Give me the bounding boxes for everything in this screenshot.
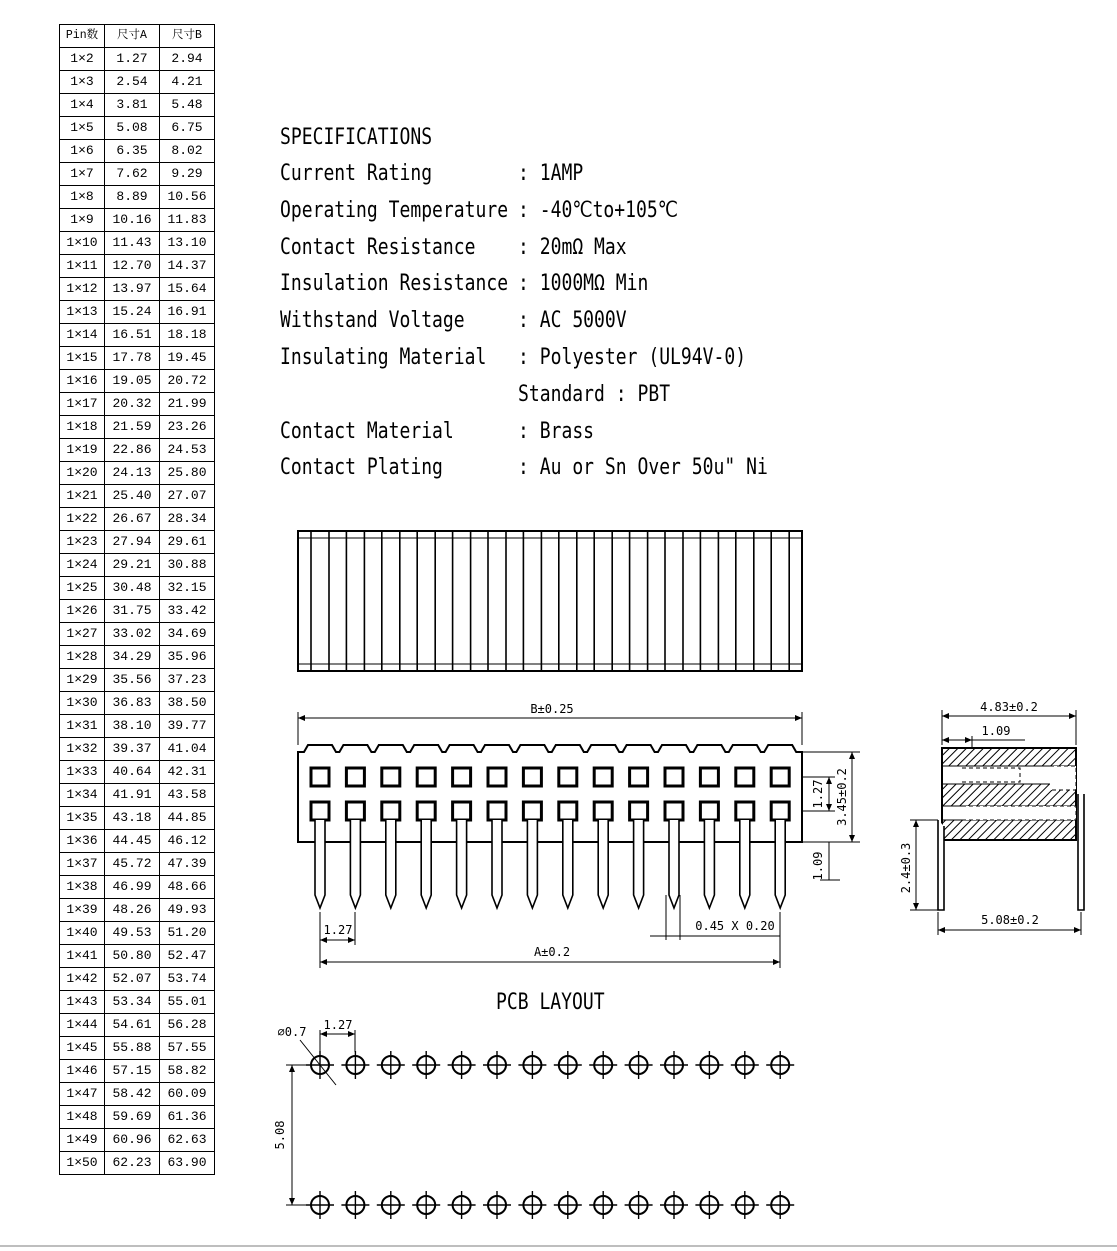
dim-b-cell: 27.07: [160, 485, 215, 508]
dimension-arrow: [289, 1065, 295, 1072]
pin-count-cell: 1×25: [60, 577, 105, 600]
dim-b-cell: 9.29: [160, 163, 215, 186]
dim-b-cell: 30.88: [160, 554, 215, 577]
dim-a-cell: 50.80: [105, 945, 160, 968]
spec-label: Insulation Resistance: [280, 271, 509, 297]
front-view-body: [298, 745, 802, 842]
dim-b-cell: 35.96: [160, 646, 215, 669]
dim-a-cell: 57.15: [105, 1060, 160, 1083]
dim-a-cell: 25.40: [105, 485, 160, 508]
dim-b-cell: 24.53: [160, 439, 215, 462]
pin-count-cell: 1×16: [60, 370, 105, 393]
dimension-arrow: [849, 752, 855, 759]
side-contact-cavity: [962, 768, 1020, 782]
dim-a-cell: 19.05: [105, 370, 160, 393]
dim-a-cell: 44.45: [105, 830, 160, 853]
connector-pin: [457, 820, 467, 908]
dimension-arrow: [913, 820, 919, 827]
dim-b-cell: 60.09: [160, 1083, 215, 1106]
connector-top-view: [298, 531, 802, 671]
dim-pin-size-label: 0.45 X 0.20: [695, 919, 775, 933]
pin-count-cell: 1×44: [60, 1014, 105, 1037]
dim-a-cell: 43.18: [105, 807, 160, 830]
dimension-arrow: [320, 937, 327, 943]
dim-b-cell: 47.39: [160, 853, 215, 876]
pin-count-cell: 1×18: [60, 416, 105, 439]
dim-a-cell: 58.42: [105, 1083, 160, 1106]
spec-label: Insulating Material: [280, 344, 487, 370]
dimension-arrow: [913, 903, 919, 910]
connector-pin: [634, 820, 644, 908]
connector-pin: [492, 820, 502, 908]
dimension-arrow: [965, 737, 972, 743]
dim-a-cell: 11.43: [105, 232, 160, 255]
dim-a-cell: 40.64: [105, 761, 160, 784]
pcb-pitch-label: 1.27: [323, 1018, 353, 1032]
pin-count-cell: 1×30: [60, 692, 105, 715]
dim-a-cell: 60.96: [105, 1129, 160, 1152]
dim-a-cell: 12.70: [105, 255, 160, 278]
dim-b-cell: 10.56: [160, 186, 215, 209]
pin-count-cell: 1×19: [60, 439, 105, 462]
dim-b-cell: 61.36: [160, 1106, 215, 1129]
dim-b-cell: 46.12: [160, 830, 215, 853]
dim-a-cell: 59.69: [105, 1106, 160, 1129]
dimension-arrow: [826, 777, 832, 784]
connector-pin: [350, 820, 360, 908]
dim-a-cell: 13.97: [105, 278, 160, 301]
spec-value-text: 20mΩ Max: [539, 234, 627, 260]
pcb-layout-title: PCB LAYOUT: [496, 990, 605, 1015]
dim-b-cell: 23.26: [160, 416, 215, 439]
connector-side-view: [899, 700, 1084, 935]
side-pin-right: [1078, 794, 1084, 910]
pin-count-cell: 1×22: [60, 508, 105, 531]
pin-count-cell: 1×42: [60, 968, 105, 991]
leader-line: [300, 1040, 336, 1085]
dim-b-cell: 62.63: [160, 1129, 215, 1152]
dim-b-cell: 32.15: [160, 577, 215, 600]
dim-a-cell: 55.88: [105, 1037, 160, 1060]
pin-count-cell: 1×15: [60, 347, 105, 370]
pin-count-cell: 1×36: [60, 830, 105, 853]
dimension-arrow: [1074, 927, 1081, 933]
spec-label: Contact Material: [280, 418, 454, 444]
dim-b-cell: 19.45: [160, 347, 215, 370]
dim-a-cell: 33.02: [105, 623, 160, 646]
dim-a-cell: 54.61: [105, 1014, 160, 1037]
spec-label: Contact Resistance: [280, 234, 476, 260]
side-base-label: 5.08±0.2: [981, 913, 1039, 927]
dim-b-cell: 6.75: [160, 117, 215, 140]
connector-front-view: [298, 702, 860, 968]
dim-a-cell: 34.29: [105, 646, 160, 669]
dim-a-cell: 22.86: [105, 439, 160, 462]
side-hatch-bottom: [942, 820, 1076, 840]
spec-label: Operating Temperature: [280, 197, 509, 223]
connector-pin: [669, 820, 679, 908]
spec-value-text: 1AMP: [539, 161, 584, 186]
dim-b-cell: 43.58: [160, 784, 215, 807]
dim-a-cell: 45.72: [105, 853, 160, 876]
dim-a-cell: 3.81: [105, 94, 160, 117]
connector-pin: [598, 820, 608, 908]
dim-tail-label: 1.09: [811, 851, 825, 881]
dim-b-cell: 28.34: [160, 508, 215, 531]
dimension-arrow: [942, 713, 949, 719]
pcb-layout-view: [273, 1018, 794, 1219]
pin-count-cell: 1×46: [60, 1060, 105, 1083]
pin-count-cell: 1×33: [60, 761, 105, 784]
connector-pin: [775, 820, 785, 908]
dim-b-cell: 41.04: [160, 738, 215, 761]
spec-label: Current Rating: [280, 161, 433, 186]
pin-count-cell: 1×4: [60, 94, 105, 117]
pin-count-cell: 1×20: [60, 462, 105, 485]
spec-value-text: 1000MΩ Min: [539, 271, 649, 297]
dim-b-cell: 57.55: [160, 1037, 215, 1060]
connector-pin: [704, 820, 714, 908]
pin-count-cell: 1×8: [60, 186, 105, 209]
dim-b-cell: 63.90: [160, 1152, 215, 1175]
spec-value-text: Standard : PBT: [518, 381, 671, 407]
dim-a-cell: 2.54: [105, 71, 160, 94]
connector-pin: [315, 820, 325, 908]
top-view-body: [298, 531, 802, 671]
dim-b-cell: 20.72: [160, 370, 215, 393]
pin-count-cell: 1×43: [60, 991, 105, 1014]
pin-count-cell: 1×3: [60, 71, 105, 94]
side-inner-label: 1.09: [981, 724, 1011, 738]
pin-count-cell: 1×34: [60, 784, 105, 807]
spec-separator: :: [518, 271, 540, 297]
dim-b-cell: 21.99: [160, 393, 215, 416]
dim-a-cell: 17.78: [105, 347, 160, 370]
dim-b-cell: 8.02: [160, 140, 215, 163]
dim-pitch-label: 1.27: [323, 923, 353, 937]
pin-count-cell: 1×27: [60, 623, 105, 646]
header-dim-b: 尺寸B: [160, 25, 215, 48]
pin-count-cell: 1×2: [60, 48, 105, 71]
pin-count-cell: 1×17: [60, 393, 105, 416]
dim-a-cell: 20.32: [105, 393, 160, 416]
dim-height-label: 3.45±0.2: [835, 768, 849, 826]
dim-a-cell: 46.99: [105, 876, 160, 899]
dim-a-cell: 31.75: [105, 600, 160, 623]
dim-b-cell: 11.83: [160, 209, 215, 232]
dim-b-cell: 38.50: [160, 692, 215, 715]
dim-b-cell: 44.85: [160, 807, 215, 830]
spec-separator: :: [518, 455, 540, 481]
spec-value-text: Polyester (UL94V-0): [539, 344, 747, 370]
pin-count-cell: 1×12: [60, 278, 105, 301]
dim-row-label: 1.27: [811, 779, 825, 809]
dim-b-cell: 4.21: [160, 71, 215, 94]
side-height-label: 2.4±0.3: [899, 842, 913, 894]
dim-b-cell: 16.91: [160, 301, 215, 324]
dimension-arrow: [320, 959, 327, 965]
dim-a-cell: 16.51: [105, 324, 160, 347]
dim-a-cell: 53.34: [105, 991, 160, 1014]
dim-b-cell: 18.18: [160, 324, 215, 347]
connector-pin: [563, 820, 573, 908]
connector-pin: [527, 820, 537, 908]
dim-a-cell: 48.26: [105, 899, 160, 922]
pin-count-cell: 1×13: [60, 301, 105, 324]
connector-pin: [740, 820, 750, 908]
dimension-arrow: [289, 1198, 295, 1205]
header-pins: Pin数: [60, 25, 105, 48]
dimension-arrow: [795, 715, 802, 721]
pin-count-cell: 1×48: [60, 1106, 105, 1129]
pin-count-cell: 1×9: [60, 209, 105, 232]
pin-count-cell: 1×5: [60, 117, 105, 140]
dimension-arrow: [938, 927, 945, 933]
pin-count-cell: 1×39: [60, 899, 105, 922]
header-dim-a: 尺寸A: [105, 25, 160, 48]
pcb-row-spacing-label: 5.08: [273, 1120, 287, 1150]
dim-a-cell: 30.48: [105, 577, 160, 600]
side-pin-left: [938, 820, 944, 910]
dim-a-cell: 49.53: [105, 922, 160, 945]
spec-value-text: Au or Sn Over 50u" Ni: [539, 455, 768, 481]
dim-b-cell: 52.47: [160, 945, 215, 968]
pin-count-cell: 1×47: [60, 1083, 105, 1106]
spec-label: Withstand Voltage: [280, 308, 465, 334]
side-width-label: 4.83±0.2: [980, 700, 1038, 714]
pin-count-cell: 1×49: [60, 1129, 105, 1152]
pin-count-cell: 1×35: [60, 807, 105, 830]
pin-count-cell: 1×50: [60, 1152, 105, 1175]
dim-a-cell: 29.21: [105, 554, 160, 577]
dimension-arrow: [849, 835, 855, 842]
pin-count-cell: 1×28: [60, 646, 105, 669]
spec-separator: :: [518, 344, 540, 370]
pin-count-cell: 1×6: [60, 140, 105, 163]
dim-a-cell: 1.27: [105, 48, 160, 71]
dim-b-cell: 55.01: [160, 991, 215, 1014]
dim-a-cell: 27.94: [105, 531, 160, 554]
pin-count-cell: 1×11: [60, 255, 105, 278]
spec-separator: :: [518, 161, 540, 186]
dim-a-cell: 62.23: [105, 1152, 160, 1175]
dim-b-cell: 14.37: [160, 255, 215, 278]
pin-count-cell: 1×21: [60, 485, 105, 508]
dim-a-cell: 41.91: [105, 784, 160, 807]
spec-separator: :: [518, 418, 540, 444]
pin-count-cell: 1×37: [60, 853, 105, 876]
dimension-arrow: [348, 937, 355, 943]
spec-separator: :: [518, 234, 540, 260]
dim-b-cell: 53.74: [160, 968, 215, 991]
dimension-arrow: [773, 959, 780, 965]
dim-a-label: A±0.2: [533, 945, 571, 959]
dim-b-cell: 2.94: [160, 48, 215, 71]
dim-b-cell: 15.64: [160, 278, 215, 301]
dim-b-cell: 33.42: [160, 600, 215, 623]
pin-count-cell: 1×32: [60, 738, 105, 761]
pin-count-cell: 1×29: [60, 669, 105, 692]
pin-count-cell: 1×31: [60, 715, 105, 738]
pin-count-cell: 1×10: [60, 232, 105, 255]
spec-value-text: AC 5000V: [539, 308, 627, 334]
pin-count-cell: 1×40: [60, 922, 105, 945]
pin-count-cell: 1×24: [60, 554, 105, 577]
dim-a-cell: 10.16: [105, 209, 160, 232]
dim-a-cell: 36.83: [105, 692, 160, 715]
dim-a-cell: 6.35: [105, 140, 160, 163]
spec-value-text: -40℃to+105℃: [539, 197, 679, 223]
dim-a-cell: 15.24: [105, 301, 160, 324]
dim-b-cell: 42.31: [160, 761, 215, 784]
dim-b-cell: 5.48: [160, 94, 215, 117]
spec-separator: :: [518, 197, 540, 223]
dim-b-cell: 48.66: [160, 876, 215, 899]
spec-separator: :: [518, 308, 540, 334]
spec-label: Contact Plating: [280, 455, 443, 481]
pin-count-cell: 1×7: [60, 163, 105, 186]
dim-a-cell: 7.62: [105, 163, 160, 186]
dim-a-cell: 8.89: [105, 186, 160, 209]
dim-b-cell: 37.23: [160, 669, 215, 692]
dimension-arrow: [826, 804, 832, 811]
dim-a-cell: 35.56: [105, 669, 160, 692]
dimension-arrow: [1069, 713, 1076, 719]
dim-a-cell: 26.67: [105, 508, 160, 531]
dim-a-cell: 39.37: [105, 738, 160, 761]
dim-a-cell: 5.08: [105, 117, 160, 140]
pin-count-cell: 1×23: [60, 531, 105, 554]
side-hatch-top: [942, 748, 1076, 766]
dim-b-cell: 34.69: [160, 623, 215, 646]
dim-b-cell: 51.20: [160, 922, 215, 945]
dim-b-cell: 25.80: [160, 462, 215, 485]
dim-a-cell: 21.59: [105, 416, 160, 439]
dim-a-cell: 38.10: [105, 715, 160, 738]
dim-b-cell: 29.61: [160, 531, 215, 554]
pin-count-cell: 1×14: [60, 324, 105, 347]
dim-b-label: B±0.25: [530, 702, 574, 716]
dim-a-cell: 24.13: [105, 462, 160, 485]
pcb-hole-label: ∅0.7: [277, 1025, 307, 1039]
dim-b-cell: 56.28: [160, 1014, 215, 1037]
side-contact-cavity: [1050, 766, 1076, 790]
side-contact-cavity: [962, 806, 1076, 820]
dimension-arrow: [942, 737, 949, 743]
pin-count-cell: 1×26: [60, 600, 105, 623]
dim-b-cell: 13.10: [160, 232, 215, 255]
connector-pin: [386, 820, 396, 908]
dimension-arrow: [298, 715, 305, 721]
dim-b-cell: 49.93: [160, 899, 215, 922]
specifications-title: SPECIFICATIONS: [280, 125, 433, 150]
connector-pin: [421, 820, 431, 908]
spec-value-text: Brass: [539, 418, 595, 444]
dim-a-cell: 52.07: [105, 968, 160, 991]
dim-b-cell: 58.82: [160, 1060, 215, 1083]
pin-count-cell: 1×41: [60, 945, 105, 968]
pin-count-cell: 1×45: [60, 1037, 105, 1060]
pin-count-cell: 1×38: [60, 876, 105, 899]
dim-b-cell: 39.77: [160, 715, 215, 738]
